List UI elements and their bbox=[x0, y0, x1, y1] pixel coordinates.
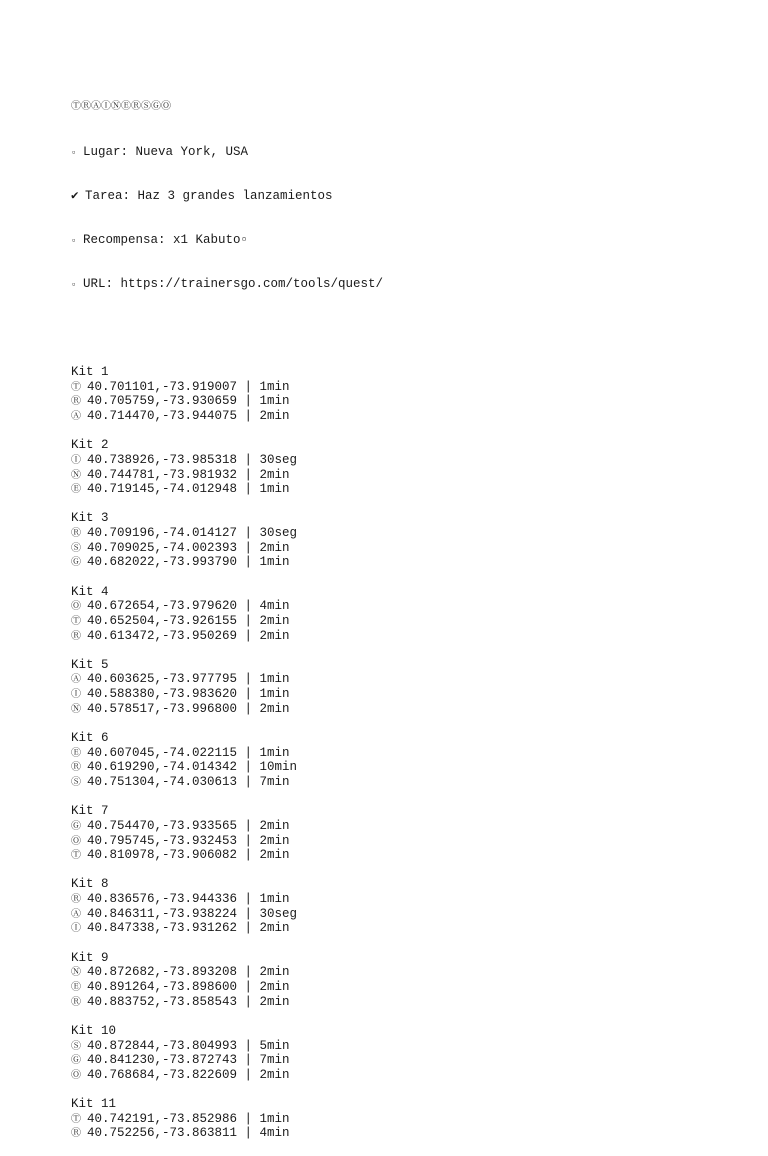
kit-section bbox=[71, 511, 751, 584]
circled-letter-icon: Ⓣ bbox=[71, 616, 81, 628]
separator: | bbox=[237, 1038, 260, 1053]
stop-time: 1min bbox=[259, 379, 290, 394]
circled-letter-icon: Ⓝ bbox=[71, 968, 81, 980]
separator: | bbox=[237, 1067, 260, 1082]
stop-coordinates: 40.752256,-73.863811 bbox=[87, 1126, 238, 1141]
stop-coordinates: 40.744781,-73.981932 bbox=[87, 467, 238, 482]
url-text: URL: https://trainersgo.com/tools/quest/ bbox=[83, 277, 384, 292]
separator: | bbox=[237, 526, 260, 541]
stop-coordinates: 40.603625,-73.977795 bbox=[87, 672, 238, 687]
kit-section bbox=[71, 1097, 751, 1141]
stop-coordinates: 40.705759,-73.930659 bbox=[87, 394, 238, 409]
lugar-line bbox=[71, 145, 751, 160]
kit-label: Kit 5 bbox=[71, 657, 109, 672]
stop-row bbox=[71, 848, 751, 863]
stop-row bbox=[71, 482, 751, 497]
circled-letter-icon: Ⓣ bbox=[71, 382, 81, 394]
stop-coordinates: 40.872844,-73.804993 bbox=[87, 1038, 238, 1053]
circled-letter-icon: Ⓞ bbox=[71, 602, 81, 614]
stop-row bbox=[71, 995, 751, 1010]
circled-letter-icon: Ⓐ bbox=[71, 675, 81, 687]
separator: | bbox=[237, 1053, 260, 1068]
kits-list bbox=[71, 365, 751, 1141]
circled-letter-icon: Ⓘ bbox=[71, 690, 81, 702]
stop-row bbox=[71, 672, 751, 687]
stop-coordinates: 40.883752,-73.858543 bbox=[87, 994, 238, 1009]
stop-time: 30seg bbox=[259, 526, 298, 541]
separator: | bbox=[237, 482, 260, 497]
stop-time: 1min bbox=[259, 555, 290, 570]
stop-time: 30seg bbox=[259, 452, 298, 467]
stop-row bbox=[71, 409, 751, 424]
stop-coordinates: 40.578517,-73.996800 bbox=[87, 701, 238, 716]
square-bullet-icon: ▫ bbox=[71, 148, 77, 159]
stop-coordinates: 40.738926,-73.985318 bbox=[87, 452, 238, 467]
stop-coordinates: 40.836576,-73.944336 bbox=[87, 892, 238, 907]
circled-letter-icon: Ⓔ bbox=[71, 748, 81, 760]
stop-row bbox=[71, 834, 751, 849]
circled-letter-icon: Ⓣ bbox=[71, 851, 81, 863]
stop-time: 7min bbox=[259, 774, 290, 789]
stop-row bbox=[71, 965, 751, 980]
stop-time: 2min bbox=[259, 1067, 290, 1082]
stop-row bbox=[71, 746, 751, 761]
circled-letter-icon: Ⓡ bbox=[71, 631, 81, 643]
circled-letter-icon: Ⓝ bbox=[71, 470, 81, 482]
kit-label: Kit 1 bbox=[71, 365, 109, 380]
kit-label: Kit 3 bbox=[71, 511, 109, 526]
stop-row bbox=[71, 629, 751, 644]
circled-letter-icon: Ⓘ bbox=[71, 924, 81, 936]
stop-row bbox=[71, 599, 751, 614]
tarea-line bbox=[71, 189, 751, 204]
separator: | bbox=[237, 774, 260, 789]
circled-letter-icon: Ⓢ bbox=[71, 777, 81, 789]
recompensa-text: Recompensa: x1 Kabuto▫ bbox=[83, 233, 249, 248]
stop-row bbox=[71, 819, 751, 834]
stop-coordinates: 40.795745,-73.932453 bbox=[87, 833, 238, 848]
stop-coordinates: 40.714470,-73.944075 bbox=[87, 408, 238, 423]
stop-time: 4min bbox=[259, 599, 290, 614]
circled-letter-icon: Ⓡ bbox=[71, 397, 81, 409]
square-bullet-icon: ▫ bbox=[71, 236, 77, 247]
circled-letter-icon: Ⓔ bbox=[71, 485, 81, 497]
stop-time: 2min bbox=[259, 540, 290, 555]
stop-row bbox=[71, 453, 751, 468]
stop-time: 2min bbox=[259, 994, 290, 1009]
stop-coordinates: 40.751304,-74.030613 bbox=[87, 774, 238, 789]
stop-time: 1min bbox=[259, 745, 290, 760]
kit-label: Kit 4 bbox=[71, 584, 109, 599]
stop-row bbox=[71, 541, 751, 556]
stop-time: 2min bbox=[259, 467, 290, 482]
kit-label: Kit 11 bbox=[71, 1097, 117, 1112]
stop-row bbox=[71, 702, 751, 717]
stop-time: 10min bbox=[259, 760, 298, 775]
stop-time: 2min bbox=[259, 921, 290, 936]
kit-section bbox=[71, 658, 751, 731]
stop-row bbox=[71, 380, 751, 395]
stop-time: 2min bbox=[259, 833, 290, 848]
stop-row bbox=[71, 907, 751, 922]
stop-coordinates: 40.682022,-73.993790 bbox=[87, 555, 238, 570]
tarea-text: Tarea: Haz 3 grandes lanzamientos bbox=[85, 189, 333, 204]
separator: | bbox=[237, 921, 260, 936]
stop-row bbox=[71, 687, 751, 702]
separator: | bbox=[237, 408, 260, 423]
circled-letter-icon: Ⓐ bbox=[71, 411, 81, 423]
circled-letter-icon: Ⓐ bbox=[71, 909, 81, 921]
stop-coordinates: 40.701101,-73.919007 bbox=[87, 379, 238, 394]
stop-time: 2min bbox=[259, 965, 290, 980]
separator: | bbox=[237, 848, 260, 863]
stop-coordinates: 40.846311,-73.938224 bbox=[87, 906, 238, 921]
kit-label: Kit 2 bbox=[71, 438, 109, 453]
kit-section bbox=[71, 585, 751, 658]
quest-document bbox=[71, 72, 751, 1156]
stop-coordinates: 40.847338,-73.931262 bbox=[87, 921, 238, 936]
kit-section bbox=[71, 951, 751, 1024]
separator: | bbox=[237, 745, 260, 760]
separator: | bbox=[237, 906, 260, 921]
check-icon: ✔ bbox=[71, 189, 79, 204]
circled-letter-icon: Ⓡ bbox=[71, 763, 81, 775]
stop-row bbox=[71, 394, 751, 409]
stop-time: 2min bbox=[259, 979, 290, 994]
circled-letter-icon: Ⓡ bbox=[71, 895, 81, 907]
stop-row bbox=[71, 760, 751, 775]
stop-time: 4min bbox=[259, 1126, 290, 1141]
separator: | bbox=[237, 467, 260, 482]
circled-letter-icon: Ⓡ bbox=[71, 1129, 81, 1141]
stop-time: 2min bbox=[259, 701, 290, 716]
circled-letter-icon: Ⓡ bbox=[71, 529, 81, 541]
stop-row bbox=[71, 526, 751, 541]
separator: | bbox=[237, 701, 260, 716]
stop-time: 2min bbox=[259, 408, 290, 423]
kit-section bbox=[71, 731, 751, 804]
title-glyphs: ⓉⓇⒶⒾⓃⒺⓇⓈⒼⓄ bbox=[71, 102, 171, 114]
stop-time: 1min bbox=[259, 1111, 290, 1126]
separator: | bbox=[237, 994, 260, 1009]
lugar-text: Lugar: Nueva York, USA bbox=[83, 145, 249, 160]
circled-letter-icon: Ⓢ bbox=[71, 543, 81, 555]
stop-coordinates: 40.742191,-73.852986 bbox=[87, 1111, 238, 1126]
stop-coordinates: 40.588380,-73.983620 bbox=[87, 687, 238, 702]
circled-letter-icon: Ⓖ bbox=[71, 558, 81, 570]
kit-label: Kit 10 bbox=[71, 1023, 117, 1038]
stop-row bbox=[71, 1039, 751, 1054]
kit-label: Kit 7 bbox=[71, 804, 109, 819]
circled-letter-icon: Ⓖ bbox=[71, 821, 81, 833]
stop-time: 2min bbox=[259, 613, 290, 628]
circled-letter-icon: Ⓡ bbox=[71, 997, 81, 1009]
recompensa-line bbox=[71, 233, 751, 248]
separator: | bbox=[237, 613, 260, 628]
square-bullet-icon: ▫ bbox=[71, 280, 77, 291]
kit-section bbox=[71, 804, 751, 877]
separator: | bbox=[237, 979, 260, 994]
separator: | bbox=[237, 540, 260, 555]
stop-coordinates: 40.872682,-73.893208 bbox=[87, 965, 238, 980]
stop-coordinates: 40.768684,-73.822609 bbox=[87, 1067, 238, 1082]
stop-row bbox=[71, 980, 751, 995]
stop-coordinates: 40.652504,-73.926155 bbox=[87, 613, 238, 628]
separator: | bbox=[237, 672, 260, 687]
stop-row bbox=[71, 1053, 751, 1068]
stop-time: 1min bbox=[259, 394, 290, 409]
separator: | bbox=[237, 628, 260, 643]
circled-letter-icon: Ⓘ bbox=[71, 455, 81, 467]
separator: | bbox=[237, 1126, 260, 1141]
circled-letter-icon: Ⓢ bbox=[71, 1041, 81, 1053]
stop-coordinates: 40.891264,-73.898600 bbox=[87, 979, 238, 994]
separator: | bbox=[237, 965, 260, 980]
stop-row bbox=[71, 555, 751, 570]
stop-coordinates: 40.719145,-74.012948 bbox=[87, 482, 238, 497]
separator: | bbox=[237, 818, 260, 833]
kit-label: Kit 6 bbox=[71, 731, 109, 746]
stop-coordinates: 40.754470,-73.933565 bbox=[87, 818, 238, 833]
stop-time: 1min bbox=[259, 672, 290, 687]
kit-section bbox=[71, 438, 751, 511]
stop-coordinates: 40.810978,-73.906082 bbox=[87, 848, 238, 863]
stop-row bbox=[71, 1126, 751, 1141]
stop-time: 5min bbox=[259, 1038, 290, 1053]
kit-section bbox=[71, 365, 751, 438]
stop-coordinates: 40.672654,-73.979620 bbox=[87, 599, 238, 614]
separator: | bbox=[237, 555, 260, 570]
separator: | bbox=[237, 379, 260, 394]
stop-coordinates: 40.709196,-74.014127 bbox=[87, 526, 238, 541]
stop-time: 30seg bbox=[259, 906, 298, 921]
url-line bbox=[71, 277, 751, 292]
stop-time: 1min bbox=[259, 892, 290, 907]
stop-coordinates: 40.841230,-73.872743 bbox=[87, 1053, 238, 1068]
circled-letter-icon: Ⓖ bbox=[71, 1056, 81, 1068]
stop-time: 1min bbox=[259, 687, 290, 702]
stop-row bbox=[71, 921, 751, 936]
stop-coordinates: 40.619290,-74.014342 bbox=[87, 760, 238, 775]
circled-letter-icon: Ⓞ bbox=[71, 836, 81, 848]
circled-letter-icon: Ⓣ bbox=[71, 1114, 81, 1126]
stop-row bbox=[71, 468, 751, 483]
stop-row bbox=[71, 892, 751, 907]
stop-time: 2min bbox=[259, 628, 290, 643]
separator: | bbox=[237, 760, 260, 775]
stop-row bbox=[71, 1112, 751, 1127]
separator: | bbox=[237, 599, 260, 614]
separator: | bbox=[237, 394, 260, 409]
separator: | bbox=[237, 452, 260, 467]
kit-label: Kit 8 bbox=[71, 877, 109, 892]
kit-section bbox=[71, 1024, 751, 1097]
stop-time: 7min bbox=[259, 1053, 290, 1068]
circled-letter-icon: Ⓞ bbox=[71, 1070, 81, 1082]
circled-letter-icon: Ⓔ bbox=[71, 982, 81, 994]
kit-label: Kit 9 bbox=[71, 950, 109, 965]
stop-row bbox=[71, 614, 751, 629]
stop-coordinates: 40.613472,-73.950269 bbox=[87, 628, 238, 643]
stop-time: 1min bbox=[259, 482, 290, 497]
separator: | bbox=[237, 1111, 260, 1126]
stop-coordinates: 40.607045,-74.022115 bbox=[87, 745, 238, 760]
separator: | bbox=[237, 833, 260, 848]
stop-row bbox=[71, 775, 751, 790]
stop-time: 2min bbox=[259, 818, 290, 833]
kit-section bbox=[71, 877, 751, 950]
stop-row bbox=[71, 1068, 751, 1083]
separator: | bbox=[237, 892, 260, 907]
stop-time: 2min bbox=[259, 848, 290, 863]
separator: | bbox=[237, 687, 260, 702]
circled-letter-icon: Ⓝ bbox=[71, 704, 81, 716]
stop-coordinates: 40.709025,-74.002393 bbox=[87, 540, 238, 555]
